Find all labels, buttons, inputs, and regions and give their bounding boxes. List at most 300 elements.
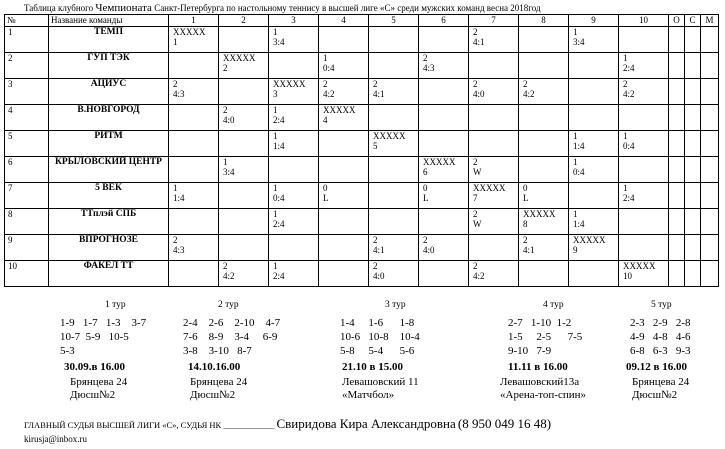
header-col-11: О <box>669 15 685 27</box>
venue-club: «Матчбол» <box>342 389 395 401</box>
tour-label: 1 тур <box>105 300 126 310</box>
result-cell <box>369 157 419 183</box>
tour-date: 14.10.16.00 <box>188 361 241 373</box>
result-cell <box>669 105 685 131</box>
result-cell <box>269 79 319 105</box>
result-cell <box>369 183 419 209</box>
result-cell <box>169 157 219 183</box>
team-name: РИТМ <box>49 131 169 157</box>
result-cell <box>369 235 419 261</box>
result-cell <box>469 131 519 157</box>
result-cell <box>619 183 669 209</box>
result-points: 1 <box>623 131 628 141</box>
row-number: 6 <box>5 157 49 183</box>
team-name: ТТплэй СПБ <box>49 209 169 235</box>
row-number: 10 <box>5 261 49 287</box>
header-col-10: 10 <box>619 15 669 27</box>
result-score: 4:2 <box>523 89 535 99</box>
result-cell <box>369 261 419 287</box>
result-cell <box>219 53 269 79</box>
result-cell <box>701 105 719 131</box>
venue-address: Брянцева 24 <box>190 376 248 388</box>
result-cell <box>519 27 569 53</box>
tour-venue <box>190 376 247 402</box>
result-cell <box>419 261 469 287</box>
result-points: 0 <box>323 183 328 193</box>
venue-address: Левашовский13а <box>500 376 580 388</box>
result-cell <box>369 209 419 235</box>
result-score: 0:4 <box>273 193 285 203</box>
result-cell <box>369 27 419 53</box>
result-cell <box>701 79 719 105</box>
result-cell <box>319 53 369 79</box>
venue-club: Дюсш№2 <box>70 389 116 401</box>
result-points: 2 <box>473 157 478 167</box>
result-score: 2 <box>223 63 228 73</box>
result-score: 3 <box>273 89 278 99</box>
result-cell <box>685 157 701 183</box>
result-cell <box>701 53 719 79</box>
result-cell <box>619 209 669 235</box>
result-cell <box>519 235 569 261</box>
venue-address: Левашовский 11 <box>342 376 419 388</box>
chief-judge <box>24 416 551 432</box>
result-score: 3:4 <box>273 37 285 47</box>
result-cell <box>569 209 619 235</box>
result-cell <box>569 131 619 157</box>
result-cell <box>169 131 219 157</box>
result-points: 1 <box>573 131 578 141</box>
result-points: 2 <box>373 79 378 89</box>
result-score: 7 <box>473 193 478 203</box>
result-points: 2 <box>523 79 528 89</box>
result-points: 2 <box>473 27 478 37</box>
row-number: 5 <box>5 131 49 157</box>
result-cell <box>669 157 685 183</box>
venue-club: «Арена-топ-спин» <box>500 389 587 401</box>
tour-label: 4 тур <box>543 300 564 310</box>
result-cell <box>569 157 619 183</box>
result-points: 1 <box>623 183 628 193</box>
title-prefix: Таблица клубного <box>24 3 94 13</box>
result-cell <box>169 105 219 131</box>
table-header <box>5 15 719 27</box>
result-cell <box>219 209 269 235</box>
result-score: 4 <box>323 115 328 125</box>
result-cell <box>269 209 319 235</box>
result-points: 1 <box>223 157 228 167</box>
result-cell <box>269 53 319 79</box>
result-points: XXXXX <box>523 209 556 219</box>
result-score: 4:0 <box>373 271 385 281</box>
tour-date: 11.11 в 16.00 <box>508 361 568 373</box>
result-points: XXXXX <box>273 79 306 89</box>
result-cell <box>319 235 369 261</box>
result-points: 2 <box>473 209 478 219</box>
result-cell <box>169 261 219 287</box>
row-number: 8 <box>5 209 49 235</box>
result-score: 4:1 <box>473 37 485 47</box>
result-score: 4:1 <box>523 245 535 255</box>
table-row <box>5 105 719 131</box>
header-col-5: 5 <box>369 15 419 27</box>
result-cell <box>519 261 569 287</box>
tour-date: 21.10 в 15.00 <box>342 361 403 373</box>
row-number: 7 <box>5 183 49 209</box>
team-name: 5 ВЕК <box>49 183 169 209</box>
result-score: L <box>523 193 529 203</box>
result-cell <box>669 209 685 235</box>
table-row <box>5 157 719 183</box>
result-cell <box>519 183 569 209</box>
row-number: 1 <box>5 27 49 53</box>
tour-pairs: 2-7 1-10 1-2 1-5 2-5 7-5 9-10 7-9 <box>508 317 583 357</box>
result-cell <box>219 105 269 131</box>
result-cell <box>469 157 519 183</box>
result-cell <box>169 79 219 105</box>
result-cell <box>219 235 269 261</box>
result-points: 1 <box>573 27 578 37</box>
row-number: 9 <box>5 235 49 261</box>
result-cell <box>519 209 569 235</box>
result-score: 2:4 <box>623 63 635 73</box>
team-name: АЦИУС <box>49 79 169 105</box>
result-score: 0:4 <box>623 141 635 151</box>
result-cell <box>269 27 319 53</box>
result-score: 3:4 <box>223 167 235 177</box>
result-cell <box>469 27 519 53</box>
result-cell <box>619 27 669 53</box>
result-points: 1 <box>273 131 278 141</box>
result-score: W <box>473 219 482 229</box>
result-cell <box>469 183 519 209</box>
result-score: 8 <box>523 219 528 229</box>
result-cell <box>419 27 469 53</box>
result-points: XXXXX <box>323 105 356 115</box>
title-rest: Санкт-Петербурга по настольному теннису в высшей лиге «С» среди мужских команд весна 2018год <box>154 3 541 13</box>
header-col-7: 7 <box>469 15 519 27</box>
result-points: 2 <box>223 261 228 271</box>
result-cell <box>669 79 685 105</box>
table-row <box>5 27 719 53</box>
result-points: 1 <box>173 183 178 193</box>
judge-phone: (8 950 049 16 48) <box>457 416 552 431</box>
result-cell <box>319 157 369 183</box>
result-cell <box>169 235 219 261</box>
tour-venue <box>342 376 419 402</box>
result-cell <box>169 209 219 235</box>
tour-pairs: 2-3 2-9 2-8 4-9 4-8 4-6 6-8 6-3 9-3 <box>630 317 691 357</box>
tour-venue <box>70 376 127 402</box>
result-cell <box>319 261 369 287</box>
result-cell <box>519 53 569 79</box>
result-score: 4:3 <box>173 89 185 99</box>
result-score: 1 <box>173 37 178 47</box>
team-name: В.НОВГОРОД <box>49 105 169 131</box>
result-cell <box>319 79 369 105</box>
result-cell <box>669 131 685 157</box>
header-col-4: 4 <box>319 15 369 27</box>
result-cell <box>219 131 269 157</box>
result-cell <box>319 105 369 131</box>
result-score: 4:3 <box>173 245 185 255</box>
result-points: 1 <box>573 209 578 219</box>
result-points: 2 <box>223 105 228 115</box>
result-cell <box>269 183 319 209</box>
result-cell <box>519 105 569 131</box>
result-points: 2 <box>373 235 378 245</box>
result-points: 0 <box>523 183 528 193</box>
title-big: Чемпионата <box>95 2 152 14</box>
result-cell <box>419 105 469 131</box>
tour-date: 09.12 в 16.00 <box>626 361 687 373</box>
result-cell <box>219 79 269 105</box>
result-points: 2 <box>523 235 528 245</box>
result-cell <box>369 53 419 79</box>
judge-label: ГЛАВНЫЙ СУДЬЯ ВЫСШЕЙ ЛИГИ «С», СУДЬЯ НК ____________ <box>24 420 275 430</box>
contact-email: kirusja@inbox.ru <box>24 434 88 444</box>
result-cell <box>619 131 669 157</box>
result-cell <box>685 131 701 157</box>
result-points: 0 <box>423 183 428 193</box>
venue-address: Брянцева 24 <box>70 376 128 388</box>
result-cell <box>569 183 619 209</box>
result-cell <box>169 27 219 53</box>
result-score: W <box>473 167 482 177</box>
result-score: 1:4 <box>273 141 285 151</box>
result-cell <box>619 261 669 287</box>
team-name: ГУП ТЭК <box>49 53 169 79</box>
result-cell <box>319 183 369 209</box>
result-score: 0:4 <box>323 63 335 73</box>
result-points: 2 <box>373 261 378 271</box>
result-score: 2:4 <box>273 219 285 229</box>
result-score: L <box>423 193 429 203</box>
result-cell <box>619 235 669 261</box>
header-col-12: С <box>685 15 701 27</box>
result-cell <box>701 235 719 261</box>
result-points: 2 <box>173 235 178 245</box>
tour-label: 2 тур <box>218 300 239 310</box>
tour-pairs: 1-9 1-7 1-3 3-7 10-7 5-9 10-5 5-3 <box>60 317 147 357</box>
result-score: 3:4 <box>573 37 585 47</box>
table-row <box>5 209 719 235</box>
result-points: 1 <box>273 209 278 219</box>
row-number: 3 <box>5 79 49 105</box>
result-cell <box>419 157 469 183</box>
result-cell <box>701 209 719 235</box>
result-cell <box>701 261 719 287</box>
result-cell <box>519 157 569 183</box>
venue-club: Дюсш№2 <box>632 389 678 401</box>
result-cell <box>419 183 469 209</box>
result-cell <box>519 131 569 157</box>
result-points: 2 <box>173 79 178 89</box>
table-row <box>5 183 719 209</box>
result-cell <box>685 27 701 53</box>
result-cell <box>569 79 619 105</box>
result-cell <box>669 261 685 287</box>
result-cell <box>219 157 269 183</box>
header-col-6: 6 <box>419 15 469 27</box>
result-cell <box>669 53 685 79</box>
result-cell <box>469 261 519 287</box>
result-cell <box>569 105 619 131</box>
result-points: 2 <box>323 79 328 89</box>
result-cell <box>269 157 319 183</box>
result-score: 4:2 <box>223 271 235 281</box>
result-score: 10 <box>623 271 632 281</box>
result-cell <box>685 235 701 261</box>
result-points: 1 <box>273 261 278 271</box>
header-col-1: 1 <box>169 15 219 27</box>
result-points: XXXXX <box>423 157 456 167</box>
result-cell <box>269 105 319 131</box>
table-row <box>5 79 719 105</box>
result-score: 1:4 <box>573 141 585 151</box>
result-points: 2 <box>423 53 428 63</box>
result-cell <box>469 79 519 105</box>
result-cell <box>269 235 319 261</box>
result-cell <box>701 27 719 53</box>
result-cell <box>419 79 469 105</box>
result-cell <box>219 27 269 53</box>
result-points: 2 <box>623 79 628 89</box>
result-cell <box>701 183 719 209</box>
result-score: L <box>323 193 329 203</box>
result-points: 2 <box>423 235 428 245</box>
tour-label: 5 тур <box>651 300 672 310</box>
team-name: КРЫЛОВСКИЙ ЦЕНТР <box>49 157 169 183</box>
result-points: 2 <box>473 261 478 271</box>
result-score: 4:1 <box>373 89 385 99</box>
result-score: 1:4 <box>573 219 585 229</box>
result-cell <box>419 235 469 261</box>
result-cell <box>685 183 701 209</box>
result-cell <box>569 235 619 261</box>
result-cell <box>369 131 419 157</box>
result-points: XXXXX <box>473 183 506 193</box>
header-col-3: 3 <box>269 15 319 27</box>
result-cell <box>319 131 369 157</box>
result-cell <box>319 27 369 53</box>
result-cell <box>569 261 619 287</box>
result-cell <box>219 183 269 209</box>
result-score: 0:4 <box>573 167 585 177</box>
team-name: ФАКЕЛ ТТ <box>49 261 169 287</box>
result-cell <box>685 261 701 287</box>
result-cell <box>685 105 701 131</box>
result-score: 4:0 <box>223 115 235 125</box>
table-row <box>5 53 719 79</box>
result-cell <box>669 183 685 209</box>
tour-date: 30.09.в 16.00 <box>64 361 125 373</box>
result-cell <box>569 27 619 53</box>
tour-label: 3 тур <box>385 300 406 310</box>
tour-pairs: 1-4 1-6 1-8 10-6 10-8 10-4 5-8 5-4 5-6 <box>340 317 420 357</box>
result-score: 4:2 <box>473 271 485 281</box>
result-cell <box>619 105 669 131</box>
result-cell <box>269 261 319 287</box>
result-cell <box>269 131 319 157</box>
result-score: 1:4 <box>173 193 185 203</box>
result-score: 9 <box>573 245 578 255</box>
tour-venue <box>500 376 586 402</box>
result-cell <box>319 209 369 235</box>
tour-pairs: 2-4 2-6 2-10 4-7 7-6 8-9 3-4 6-9 3-8 3-10 8-7 <box>183 317 281 357</box>
result-cell <box>701 131 719 157</box>
result-points: 2 <box>473 79 478 89</box>
table-row <box>5 261 719 287</box>
result-cell <box>619 79 669 105</box>
venue-address: Брянцева 24 <box>632 376 690 388</box>
result-points: XXXXX <box>373 131 406 141</box>
result-score: 4:0 <box>473 89 485 99</box>
result-cell <box>701 157 719 183</box>
table-row <box>5 235 719 261</box>
result-cell <box>519 79 569 105</box>
result-points: XXXXX <box>623 261 656 271</box>
row-number: 2 <box>5 53 49 79</box>
judge-name: Свиридова Кира Александровна <box>276 416 456 431</box>
result-score: 2:4 <box>273 115 285 125</box>
result-score: 4:2 <box>623 89 635 99</box>
result-cell <box>369 79 419 105</box>
result-cell <box>685 79 701 105</box>
result-score: 4:0 <box>423 245 435 255</box>
result-points: 1 <box>323 53 328 63</box>
result-score: 2:4 <box>273 271 285 281</box>
row-number: 4 <box>5 105 49 131</box>
team-name: ТЕМП <box>49 27 169 53</box>
result-cell <box>619 157 669 183</box>
result-points: XXXXX <box>173 27 206 37</box>
team-name: ВПРОГНОЗЕ <box>49 235 169 261</box>
result-cell <box>469 209 519 235</box>
header-col-8: 8 <box>519 15 569 27</box>
result-points: 1 <box>273 105 278 115</box>
result-score: 4:3 <box>423 63 435 73</box>
result-score: 5 <box>373 141 378 151</box>
tournament-table <box>4 14 719 287</box>
result-points: XXXXX <box>223 53 256 63</box>
result-score: 2:4 <box>623 193 635 203</box>
table-title <box>24 2 541 14</box>
result-points: 1 <box>623 53 628 63</box>
result-score: 4:2 <box>323 89 335 99</box>
result-cell <box>419 131 469 157</box>
result-cell <box>369 105 419 131</box>
result-cell <box>619 53 669 79</box>
venue-club: Дюсш№2 <box>190 389 236 401</box>
header-no: № <box>5 15 49 27</box>
result-cell <box>669 27 685 53</box>
result-cell <box>685 53 701 79</box>
result-cell <box>669 235 685 261</box>
result-cell <box>219 261 269 287</box>
result-score: 6 <box>423 167 428 177</box>
table-row <box>5 131 719 157</box>
result-points: 1 <box>573 157 578 167</box>
result-cell <box>469 53 519 79</box>
tour-venue <box>632 376 689 402</box>
result-cell <box>169 183 219 209</box>
header-col-9: 9 <box>569 15 619 27</box>
result-cell <box>569 53 619 79</box>
result-cell <box>469 105 519 131</box>
result-cell <box>419 53 469 79</box>
result-cell <box>169 53 219 79</box>
